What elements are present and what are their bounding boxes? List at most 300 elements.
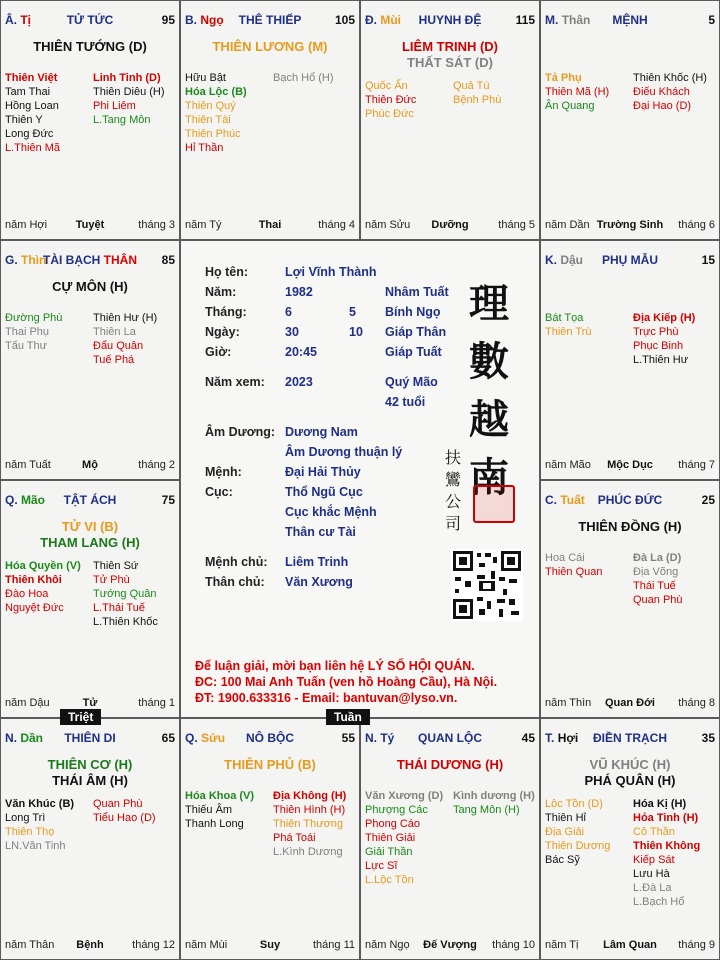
minor-stars-right [93,559,158,629]
palace-cell-hoi [540,718,720,960]
palace-footer [545,939,715,953]
house-name: NÔ BỘC [246,731,294,745]
palace-cell-than_cell [540,0,720,240]
minor-star: Thiên Khốc (H) [633,72,707,84]
than-chu-label: Thân chủ: [205,575,265,589]
minor-star: Ân Quang [545,100,595,112]
footer-year: năm Thìn [545,697,592,709]
branch-label: N. Dần [5,731,44,745]
main-star: TỬ VI (B) [61,519,119,534]
footer-month: tháng 3 [138,219,175,231]
house-name: PHỤ MẪU [602,253,658,267]
main-star: VŨ KHÚC (H) [589,757,671,772]
minor-stars-left [365,789,443,887]
house-name: THÊ THIẾP [238,13,302,27]
palace-footer [5,459,175,473]
minor-star: Điếu Khách [633,86,690,98]
palace-number: 95 [161,13,175,27]
minor-star: Thiên Không [633,840,701,852]
minor-star: Thiên Giải [365,832,416,844]
footer-year: năm Sửu [365,219,411,231]
minor-star: Hóa Khoa (V) [185,790,255,802]
year-label: Năm: [205,285,237,299]
branch-element: Thân [561,13,591,27]
palace-number: 65 [161,731,175,745]
minor-star: Thiên Đức [365,94,417,106]
palace-footer [5,939,175,953]
minor-star: Hoa Cái [545,552,585,564]
palace-number: 115 [515,13,535,27]
minor-star: Thiên Diêu (H) [93,86,165,98]
branch-element: Mùi [380,13,402,27]
age-value: 42 tuổi [385,395,426,409]
footer-stage: Tử [82,697,98,709]
palace-cell-dan [0,718,180,960]
palace-footer [545,459,715,473]
house-name: THIÊN DI [64,731,116,745]
minor-stars-left [185,71,247,155]
branch-element: Hợi [557,731,579,745]
am-duong-value: Dương Nam [285,425,358,439]
footer-year: năm Ngọ [365,939,410,951]
minor-star: Thiên Khôi [5,574,62,586]
main-star: PHÁ QUÂN (H) [584,773,676,788]
am-duong-label: Âm Dương: [205,425,276,439]
minor-star: Hỉ Thần [185,142,224,154]
minor-star: Bát Tọa [545,312,584,324]
footer-month: tháng 9 [678,939,715,951]
minor-star: Đào Hoa [5,588,49,600]
view-year-value: 2023 [285,375,313,389]
cuc-label: Cục: [205,485,233,499]
main-stars [181,757,359,773]
minor-star: Đà La (D) [633,552,682,564]
palace-cell-thin [0,240,180,480]
minor-star: Thiên Dương [545,840,611,852]
minor-star: Phá Toái [273,832,316,844]
house-name: TỬ TỨC [66,13,114,27]
branch-label: Q. Sửu [185,731,226,745]
month-lunar: 5 [349,305,356,319]
footer-stage: Mộ [82,459,98,471]
minor-star: Thái Tuế [633,580,676,592]
minor-star: Long Đức [5,128,54,140]
minor-star: Trực Phù [633,326,679,338]
footer-stage: Thai [258,219,282,231]
minor-stars-left [5,559,81,615]
house-name: ĐIỀN TRẠCH [593,731,667,745]
branch-label: C. Tuất [545,493,585,507]
minor-star: Quan Phù [633,594,683,606]
view-year-can-chi: Quý Mão [385,375,438,389]
minor-star: Phi Liêm [93,100,136,112]
view-year-label: Năm xem: [205,375,265,389]
minor-star: Thiên Hư (H) [93,312,158,324]
main-stars [361,757,539,773]
minor-star: Tả Phụ [545,72,582,84]
branch-label: K. Dậu [545,253,584,267]
branch-element: Dậu [560,253,584,267]
branch-element: Dần [20,731,44,745]
month-label: Tháng: [205,305,247,319]
palace-header [5,13,175,29]
footer-month: tháng 8 [678,697,715,709]
minor-star: Địa Kiếp (H) [633,312,696,324]
minor-star: L.Thiên Hư [633,354,689,366]
footer-stage: Lâm Quan [603,939,657,951]
palace-header [5,493,175,509]
main-stars [361,39,539,71]
minor-star: L.Thiên Khốc [93,616,158,628]
house-name: QUAN LỘC [418,731,482,745]
footer-year: năm Thân [5,939,55,951]
footer-month: tháng 4 [318,219,355,231]
minor-star: Linh Tinh (D) [93,72,161,84]
minor-star: Quốc Ấn [365,80,408,92]
branch-label: Q. Mão [5,493,46,507]
minor-star: L.Lộc Tồn [365,874,414,886]
palace-header [185,731,355,747]
footer-year: năm Tuất [5,459,51,471]
minor-star: Phong Cáo [365,818,421,830]
minor-star: Tấu Thư [5,340,48,352]
minor-star: Tang Môn (H) [453,804,520,816]
palace-number: 35 [701,731,715,745]
minor-star: Thiên Hình (H) [273,804,346,816]
minor-star: Phượng Các [365,804,428,816]
minor-star: Thiên Trù [545,326,592,338]
minor-star: Tuế Phá [93,354,135,366]
house-name: HUYNH ĐỆ [418,13,482,27]
footer-month: tháng 10 [492,939,535,951]
minor-stars-left [545,797,610,867]
branch-label: Đ. Mùi [365,13,402,27]
minor-star: Văn Xương (D) [365,790,444,802]
than-chu-value: Văn Xương [285,575,353,589]
minor-star: Long Trì [5,812,46,824]
palace-number: 5 [708,13,715,27]
palace-header [545,13,715,29]
hour-label: Giờ: [205,345,232,359]
qr-code [451,549,523,621]
minor-star: L.Kình Dương [273,846,343,858]
minor-star: L.Thái Tuế [93,602,145,614]
name-label: Họ tên: [205,265,249,279]
minor-star: Bác Sỹ [545,854,580,866]
palace-cell-suu [180,718,360,960]
main-star: THÁI DƯƠNG (H) [396,757,504,772]
branch-element: Ngọ [200,13,224,27]
branch-label: M. Thân [545,13,591,27]
minor-star: Nguyệt Đức [5,602,64,614]
minor-star: Thiên La [93,326,136,338]
minor-star: Hữu Bật [185,72,226,84]
palace-cell-mao [0,480,180,718]
palace-number: 15 [701,253,715,267]
branch-label: B. Ngọ [185,13,224,27]
palace-header [365,731,535,747]
minor-star: Thiên Thọ [5,826,55,838]
house-name: TÀI BẠCH THÂN [43,253,137,267]
palace-footer [545,697,715,711]
minor-star: Bệnh Phù [453,94,502,106]
minor-stars-left [545,311,591,339]
footer-year: năm Mùi [185,939,228,951]
main-star: CỰ MÔN (H) [52,279,128,294]
menh-chu-value: Liêm Trinh [285,555,349,569]
footer-month: tháng 2 [138,459,175,471]
minor-star: Thiên Thương [273,818,344,830]
branch-label: T. Hợi [545,731,579,745]
palace-footer [365,219,535,233]
menh-value: Đại Hải Thủy [285,465,361,479]
palace-number: 75 [161,493,175,507]
minor-star: Hỏa Tinh (H) [633,812,699,824]
palace-cell-dau [540,240,720,480]
hour-can-chi: Giáp Tuất [385,345,442,359]
minor-star: Cô Thần [633,826,675,838]
footer-stage: Tuyệt [75,219,105,231]
main-star: THAM LANG (H) [40,535,140,550]
palace-number: 45 [521,731,535,745]
minor-stars-right [453,79,501,107]
name-value: Lợi Vĩnh Thành [285,265,377,279]
year-can-chi: Nhâm Tuất [385,285,449,299]
minor-star: Thiên Hỉ [545,812,586,824]
minor-stars-left [545,71,609,113]
main-stars [181,39,359,55]
minor-star: Phục Binh [633,340,684,352]
palace-cell-tuat [540,480,720,718]
footer-stage: Dưỡng [431,219,469,231]
month-can-chi: Bính Ngọ [385,305,441,319]
footer-stage: Mộc Dục [607,459,653,471]
palace-cell-ti [0,0,180,240]
day-can-chi: Giáp Thân [385,325,447,339]
palace-footer [185,939,355,953]
minor-star: Quả Tú [453,80,490,92]
minor-star: Thai Phụ [5,326,50,338]
branch-element: Thìn [21,253,47,267]
palace-header [545,731,715,747]
main-star: THIÊN TƯỚNG (D) [33,39,147,54]
minor-star: Hóa Quyền (V) [5,560,81,572]
minor-stars-right [273,789,346,859]
palace-header [365,13,535,29]
branch-element: Tý [380,731,395,745]
day-solar: 30 [285,325,299,339]
minor-star: Thiên Quý [185,100,236,112]
main-star: LIÊM TRINH (D) [401,39,499,54]
minor-star: Thiên Quan [545,566,603,578]
branch-element: Tị [20,13,32,27]
minor-star: Thiên Phúc [185,128,241,140]
menh-chu-label: Mệnh chủ: [205,555,268,569]
than-marker: THÂN [103,253,137,267]
minor-star: Bạch Hổ (H) [273,72,334,84]
main-star: THIÊN LƯƠNG (M) [212,39,328,54]
red-seal-stamp [473,485,515,523]
footer-year: năm Dậu [5,697,50,709]
footer-stage: Trường Sinh [596,219,664,231]
footer-month: tháng 5 [498,219,535,231]
footer-stage: Quan Đới [605,697,655,709]
menh-label: Mệnh: [205,465,242,479]
minor-stars-right [93,797,156,825]
day-label: Ngày: [205,325,240,339]
minor-star: Thiên Sứ [93,560,139,572]
minor-stars-left [5,71,60,155]
minor-star: Thanh Long [185,818,244,830]
main-star: THIÊN ĐỒNG (H) [578,519,682,534]
minor-star: Văn Khúc (B) [5,798,75,810]
palace-number: 85 [161,253,175,267]
branch-element: Tuất [560,493,585,507]
am-duong-note: Âm Dương thuận lý [285,445,403,459]
palace-header [545,253,715,269]
palace-header [185,13,355,29]
minor-stars-left [5,311,62,353]
palace-header [5,731,175,747]
footer-year: năm Hợi [5,219,48,231]
footer-month: tháng 7 [678,459,715,471]
main-stars [1,757,179,789]
footer-year: năm Tị [545,939,579,951]
minor-stars-right [633,71,707,113]
main-star: THIÊN CƠ (H) [47,757,133,772]
main-stars [541,519,719,535]
branch-element: Sửu [201,731,226,745]
year-value: 1982 [285,285,313,299]
footer-month: tháng 12 [132,939,175,951]
house-name: TẬT ÁCH [63,493,117,507]
minor-star: L.Bạch Hổ [633,896,685,908]
minor-star: Lưu Hà [633,868,670,880]
palace-cell-ngo [180,0,360,240]
footer-year: năm Dần [545,219,590,231]
palace-cell-mui [360,0,540,240]
minor-star: Kiếp Sát [633,854,675,866]
minor-star: Đường Phù [5,312,63,324]
minor-star: Hóa Kị (H) [633,798,687,810]
minor-star: Tam Thai [5,86,51,98]
minor-stars-right [633,311,695,367]
main-stars [1,39,179,55]
house-name: MỆNH [612,13,648,27]
palace-number: 55 [341,731,355,745]
minor-star: Địa Giải [545,826,585,838]
palace-number: 25 [701,493,715,507]
palace-cell-ty [360,718,540,960]
hour-value: 20:45 [285,345,317,359]
minor-star: Tướng Quân [93,588,157,600]
minor-star: Hóa Lộc (B) [185,86,247,98]
palace-footer [185,219,355,233]
minor-star: Hồng Loan [5,100,59,112]
minor-star: Địa Võng [633,566,679,578]
minor-star: Thiên Mã (H) [545,86,610,98]
minor-star: Thiên Y [5,114,43,126]
palace-number: 105 [334,13,355,27]
branch-element: Mão [21,493,46,507]
house-name: PHÚC ĐỨC [597,493,663,507]
palace-header [5,253,175,269]
minor-star: L.Đà La [633,882,672,894]
contact-line-3: ĐT: 1900.633316 - Email: bantuvan@lyso.vn. [195,691,458,705]
minor-stars-left [365,79,416,121]
minor-stars-left [185,789,254,831]
month-solar: 6 [285,305,292,319]
palace-footer [545,219,715,233]
main-star: THẤT SÁT (D) [407,55,493,70]
palace-footer [5,219,175,233]
minor-stars-right [453,789,535,817]
minor-star: LN.Văn Tinh [5,840,66,852]
minor-star: L.Tang Môn [93,114,151,126]
cuc-note: Cục khắc Mệnh [285,505,377,519]
minor-star: Lộc Tồn (D) [545,798,603,810]
day-lunar: 10 [349,325,363,339]
than-cu: Thân cư Tài [285,525,356,539]
main-star: THIÊN PHỦ (B) [224,757,316,772]
footer-year: năm Tý [185,219,222,231]
minor-star: L.Thiên Mã [5,142,61,154]
footer-month: tháng 1 [138,697,175,709]
minor-star: Tử Phù [93,574,130,586]
footer-month: tháng 6 [678,219,715,231]
minor-star: Tiểu Hao (D) [93,812,156,824]
calligraphy-large: 理數越南 [469,280,509,501]
minor-star: Đẩu Quân [93,340,144,352]
minor-stars-left [545,551,602,579]
main-star: THÁI ÂM (H) [52,773,128,788]
footer-stage: Đế Vượng [423,939,477,951]
triet-tag: Triệt [60,709,101,725]
minor-star: Kình dương (H) [453,790,535,802]
minor-stars-right [633,551,683,607]
main-stars [541,757,719,789]
minor-stars-left [5,797,74,853]
branch-label: N. Tý [365,731,395,745]
palace-header [545,493,715,509]
branch-label: G. Thìn [5,253,47,267]
minor-star: Quan Phù [93,798,143,810]
footer-year: năm Mão [545,459,591,471]
calligraphy-small: 扶鸞公司 [444,448,461,533]
main-stars [1,519,179,551]
minor-stars-right [93,71,165,127]
palace-footer [365,939,535,953]
minor-stars-right [273,71,334,85]
contact-line-1: Để luận giải, mời bạn liên hệ LÝ SỐ HỘI QUÁN. [195,659,475,673]
footer-stage: Suy [259,939,281,951]
center-info-panel [180,240,540,718]
minor-stars-right [93,311,157,367]
minor-star: Giải Thần [365,846,413,858]
cuc-value: Thổ Ngũ Cục [285,485,363,499]
minor-star: Địa Không (H) [273,790,347,802]
footer-month: tháng 11 [312,939,355,951]
minor-star: Phúc Đức [365,108,414,120]
minor-star: Đại Hao (D) [633,100,692,112]
minor-star: Lực Sĩ [365,860,398,872]
minor-star: Thiên Tài [185,114,231,126]
minor-star: Thiên Việt [5,72,58,84]
contact-line-2: ĐC: 100 Mai Anh Tuấn (ven hồ Hoàng Cầu), Hà Nội. [195,675,498,689]
minor-star: Thiếu Âm [185,804,233,816]
branch-label: Â. Tị [5,13,32,27]
tuan-tag: Tuần [326,709,370,725]
